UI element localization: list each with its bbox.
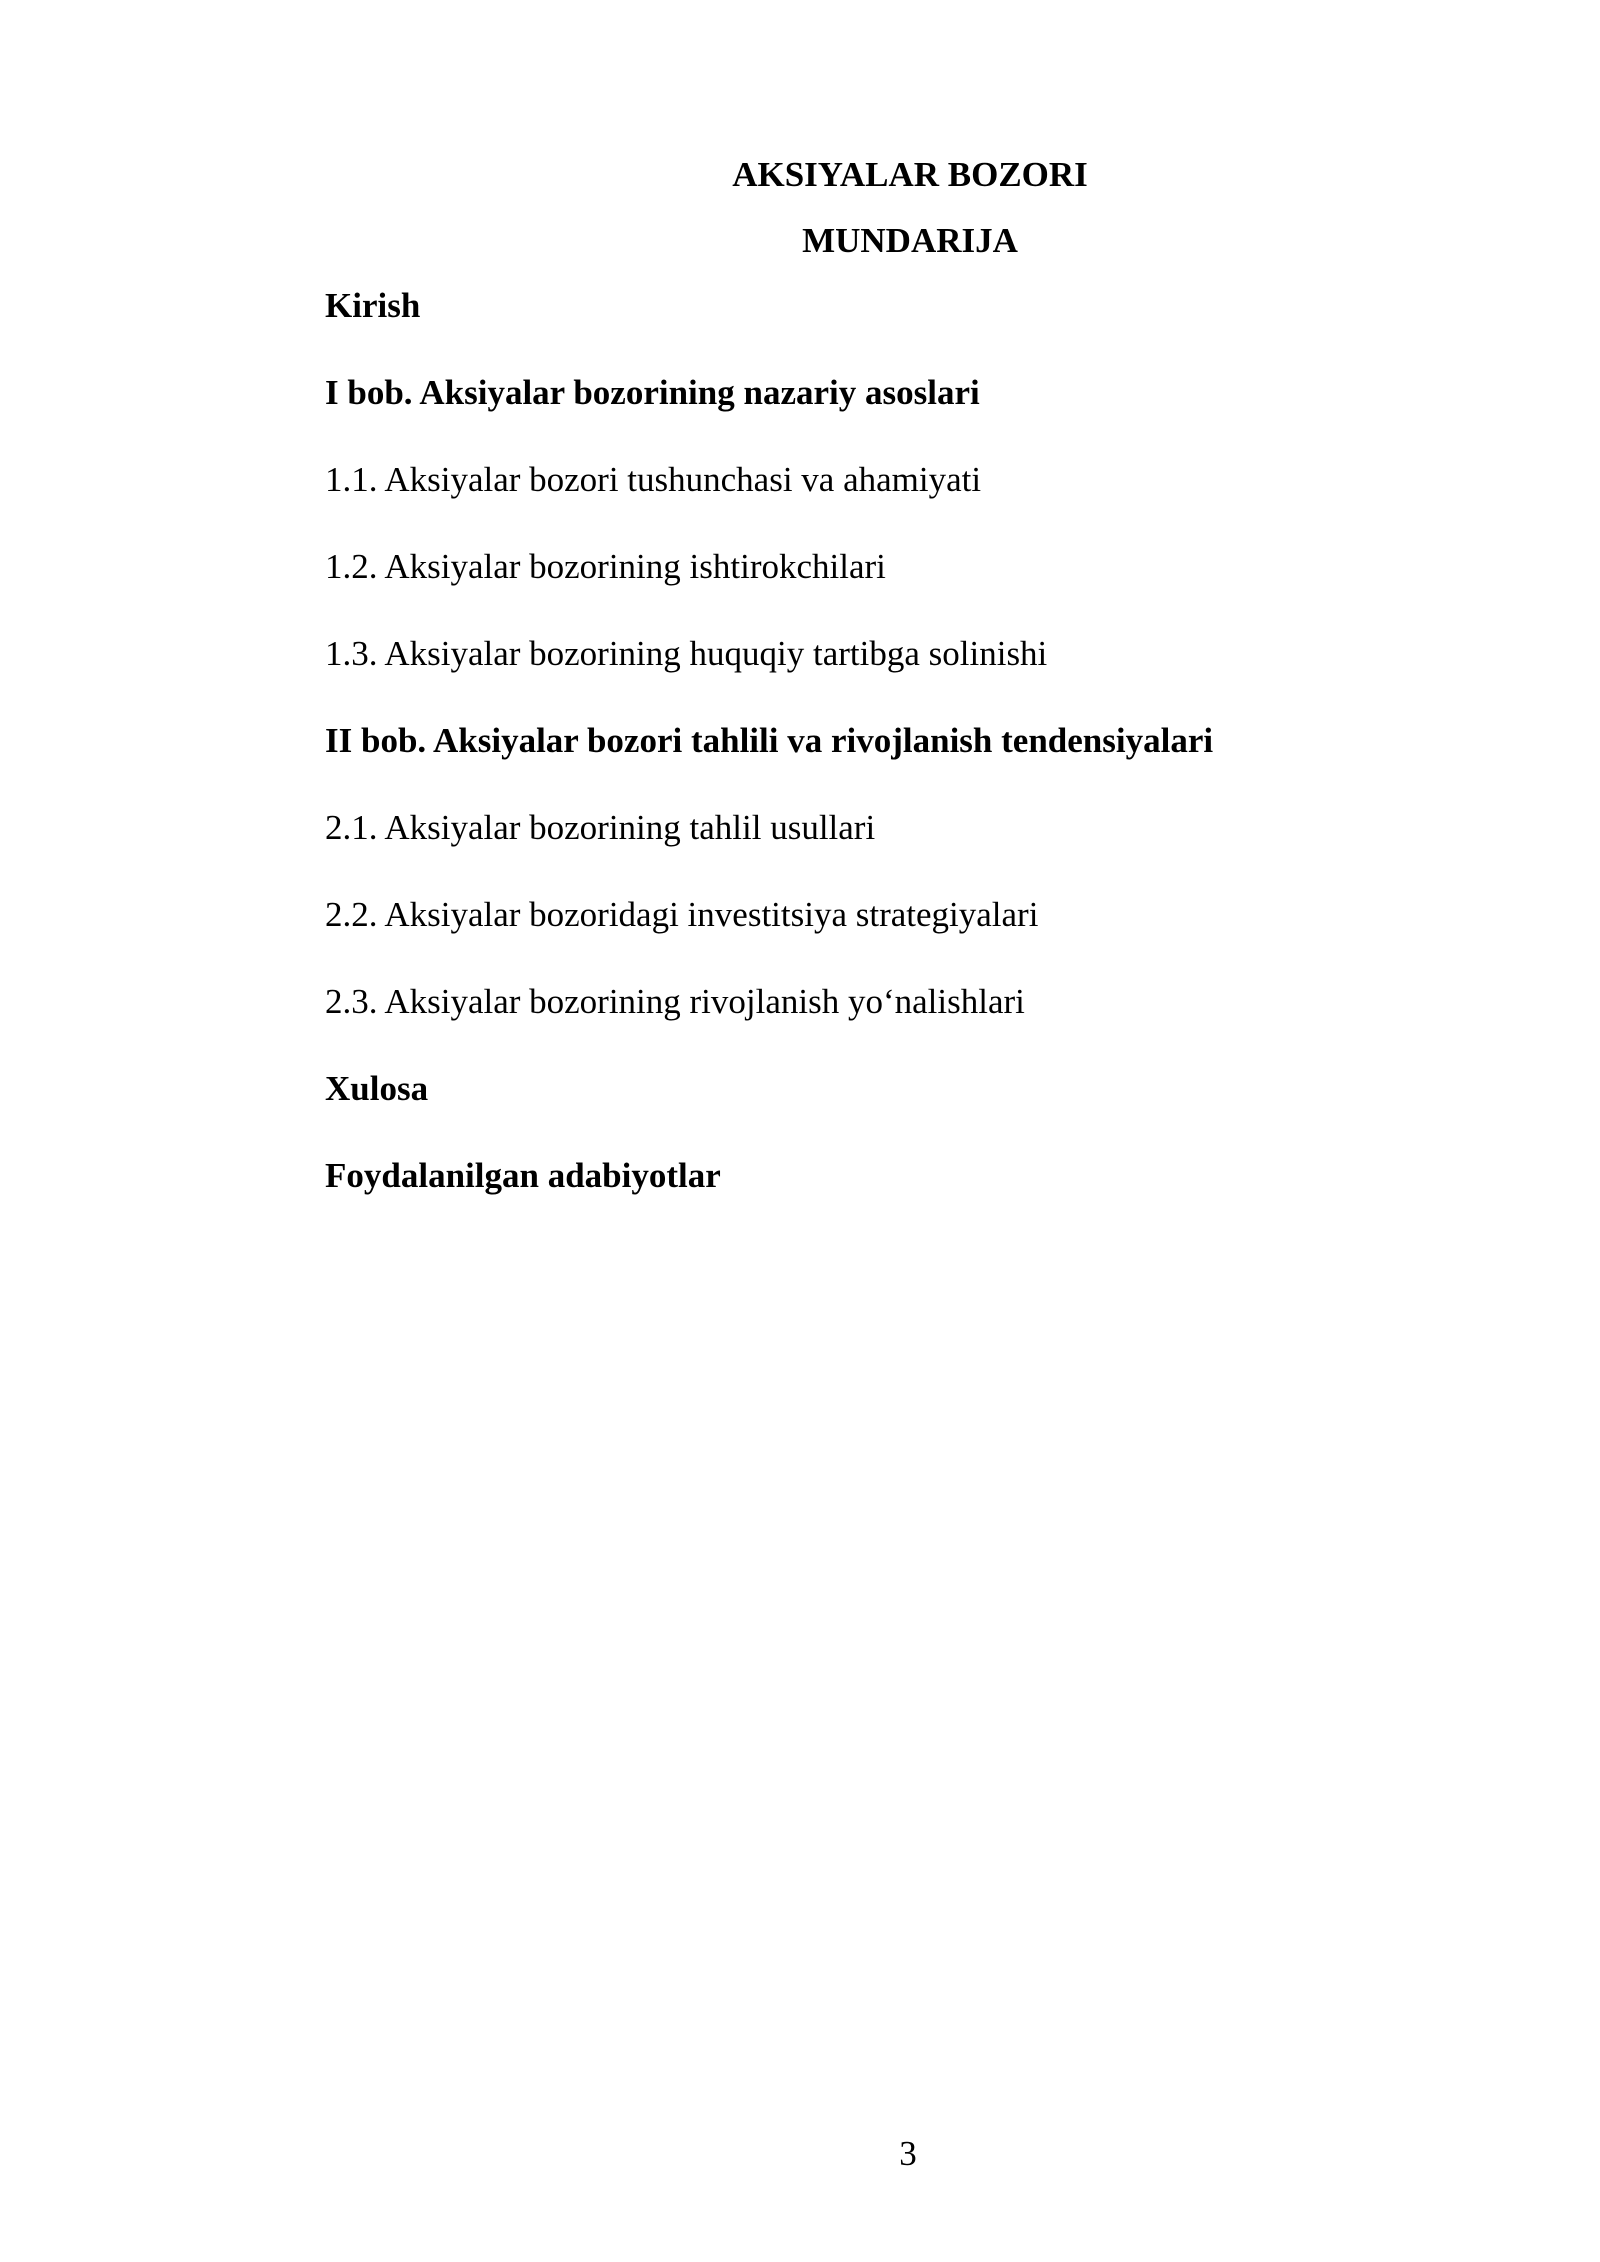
toc-entry: I bob. Aksiyalar bozorining nazariy asoslari <box>325 373 980 412</box>
toc-entry: Xulosa <box>325 1069 429 1108</box>
toc-entry: 2.1. Aksiyalar bozorining tahlil usullari <box>325 808 876 847</box>
toc-entry: 1.2. Aksiyalar bozorining ishtirokchilari <box>325 547 886 586</box>
toc-entry: 2.3. Aksiyalar bozorining rivojlanish yo‘nalishlari <box>325 982 1025 1021</box>
table-of-contents <box>325 286 1505 1243</box>
toc-entry: 2.2. Aksiyalar bozoridagi investitsiya strategiyalari <box>325 895 1039 934</box>
toc-entry: 1.1. Aksiyalar bozori tushunchasi va ahamiyati <box>325 460 982 499</box>
table-of-contents-heading: MUNDARIJA <box>802 221 1018 260</box>
toc-entry: Kirish <box>325 286 421 325</box>
toc-entry: II bob. Aksiyalar bozori tahlili va rivojlanish tendensiyalari <box>325 721 1214 760</box>
page-number: 3 <box>899 2134 917 2173</box>
document-title: AKSIYALAR BOZORI <box>732 155 1088 194</box>
toc-entry: Foydalanilgan adabiyotlar <box>325 1156 721 1195</box>
toc-entry: 1.3. Aksiyalar bozorining huquqiy tartibga solinishi <box>325 634 1048 673</box>
